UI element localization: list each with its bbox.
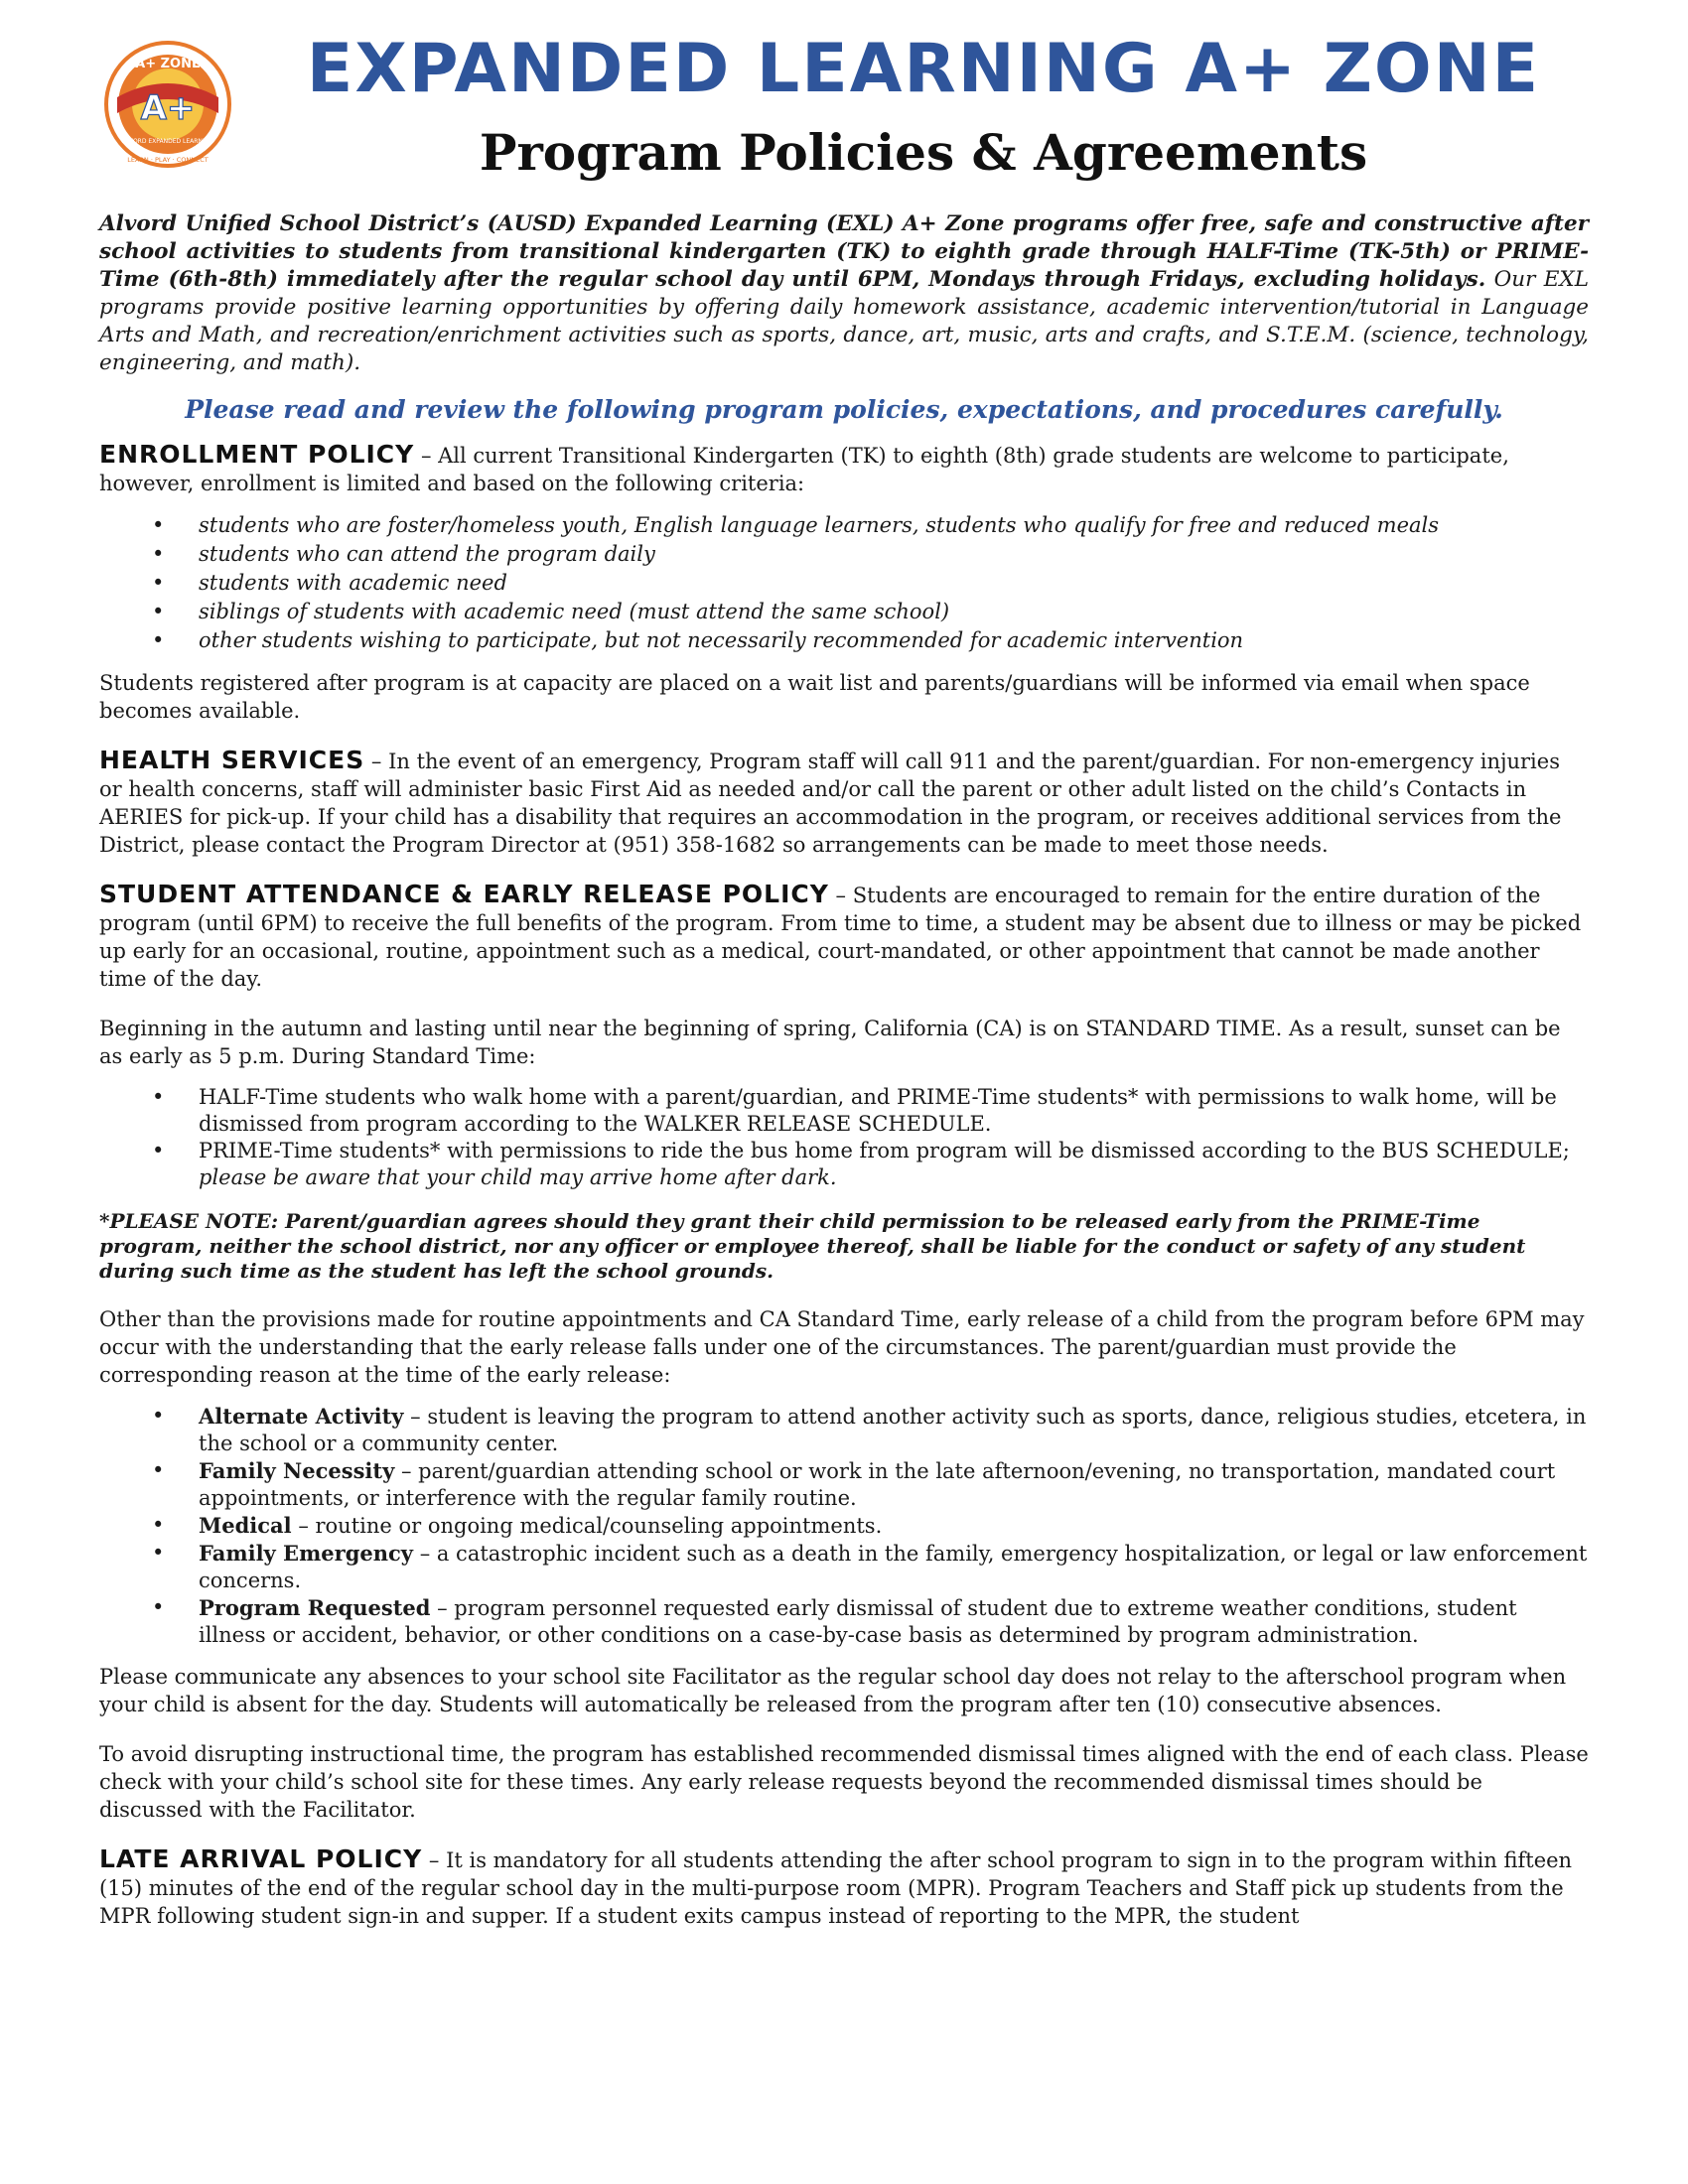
reason-desc: – routine or ongoing medical/counseling appointments.	[291, 1514, 883, 1538]
list-item: • siblings of students with academic need (must attend the same school)	[199, 598, 1589, 626]
health-paragraph	[99, 747, 1589, 859]
intro-bold-text: Alvord Unified School District’s (AUSD) Expanded Learning (EXL) A+ Zone programs offer free, safe and constructive after school activities to students from transitional kindergarten (TK) to eighth grade through HALF-Time (TK-5th) or PRIME-Time (6th-8th) immediately after the regular school day until 6PM, Mondays through Fridays, excluding holidays.	[99, 211, 1589, 292]
health-heading: HEALTH SERVICES	[99, 746, 365, 774]
attendance-paragraph	[99, 881, 1589, 993]
page-subtitle: Program Policies & Agreements	[479, 123, 1368, 182]
reason-desc: – parent/guardian attending school or work in the late afternoon/evening, no transportation, mandated court appointments, or interference with the regular family routine.	[199, 1459, 1556, 1510]
reason-term: Alternate Activity	[199, 1404, 404, 1429]
document-body	[99, 210, 1589, 1930]
logo-center-text: A+	[140, 88, 196, 128]
please-note-paragraph: *PLEASE NOTE: Parent/guardian agrees should they grant their child permission to be released early from the PRIME-Time program, neither the school district, nor any officer or employee thereof, shall be liable for the conduct or safety of any student during such time as the student has left the school grounds.	[99, 1209, 1526, 1283]
enrollment-criteria-list	[99, 511, 1589, 655]
health-text: – In the event of an emergency, Program staff will call 911 and the parent/guardian. For non-emergency injuries or health concerns, staff will administer basic First Aid as needed and/or call the parent or other adult listed on the child’s Contacts in AERIES for pick-up. If your child has a disability that requires an accommodation in the program, or receives additional services from the District, please contact the Program Director at (951) 358-1682 so arrangements can be made to meet those needs.	[99, 750, 1562, 857]
reason-term: Family Necessity	[199, 1458, 395, 1483]
late-arrival-section	[99, 1845, 1589, 1930]
list-item: • other students wishing to participate, but not necessarily recommended for academic intervention	[199, 626, 1589, 655]
attendance-section	[99, 881, 1589, 1824]
list-item	[199, 1403, 1589, 1457]
attendance-text: – Students are encouraged to remain for the entire duration of the program (until 6PM) to receive the full benefits of the program. From time to time, a student may be absent due to illness or may be picked up early for an occasional, routine, appointment such as a medical, court-mandated, or other appointment that cannot be made another time of the day.	[99, 884, 1582, 991]
bus-schedule-text: PRIME-Time students* with permissions to ride the bus home from program will be dismissed according to the BUS SCHEDULE;	[199, 1139, 1570, 1162]
waitlist-paragraph: Students registered after program is at capacity are placed on a wait list and parents/guardians will be informed via email when space becomes available.	[99, 671, 1530, 723]
logo-top-text: A+ ZONE	[135, 57, 201, 71]
a-plus-zone-logo	[103, 40, 232, 169]
reason-desc: – student is leaving the program to attend another activity such as sports, dance, religious studies, etcetera, in the school or a community center.	[199, 1405, 1587, 1455]
other-provisions-paragraph: Other than the provisions made for routine appointments and CA Standard Time, early release of a child from the program before 6PM may occur with the understanding that the early release falls under one of the circumstances. The parent/guardian must provide the corresponding reason at the time of the early release:	[99, 1307, 1585, 1387]
list-item	[199, 1594, 1589, 1649]
standard-time-list	[99, 1084, 1589, 1191]
list-item	[199, 1512, 1589, 1540]
early-release-reasons-list	[99, 1403, 1589, 1649]
list-item	[199, 1457, 1589, 1512]
enrollment-paragraph	[99, 441, 1589, 497]
late-arrival-paragraph	[99, 1845, 1589, 1930]
list-item: • students with academic need	[199, 569, 1589, 598]
logo-bottom-text: LEARN · PLAY · CONNECT	[127, 156, 209, 164]
page-title: EXPANDED LEARNING A+ ZONE	[306, 30, 1541, 108]
list-item: • HALF-Time students who walk home with a parent/guardian, and PRIME-Time students* with permissions to walk home, will be dismissed from program according to the WALKER RELEASE SCHEDULE.	[199, 1084, 1589, 1138]
reason-desc: – a catastrophic incident such as a death in the family, emergency hospitalization, or legal or law enforcement concerns.	[199, 1542, 1588, 1592]
reason-term: Family Emergency	[199, 1541, 414, 1566]
enrollment-heading: ENROLLMENT POLICY	[99, 440, 415, 469]
enrollment-section	[99, 441, 1589, 725]
list-item	[199, 1540, 1589, 1594]
list-item	[199, 1138, 1589, 1191]
list-item: • students who can attend the program daily	[199, 540, 1589, 569]
please-read-banner: Please read and review the following program policies, expectations, and procedures carefully.	[185, 395, 1503, 424]
list-item: • students who are foster/homeless youth, English language learners, students who qualify for free and reduced meals	[199, 511, 1589, 540]
late-arrival-text: – It is mandatory for all students attending the after school program to sign in to the program within fifteen (15) minutes of the end of the regular school day in the multi-purpose room (MPR). Program Teachers and Staff pick up students from the MPR following student sign-in and supper. If a student exits campus instead of reporting to the MPR, the student	[99, 1848, 1573, 1928]
late-arrival-heading: LATE ARRIVAL POLICY	[99, 1844, 423, 1873]
after-dark-text: please be aware that your child may arrive home after dark.	[199, 1165, 837, 1189]
reason-term: Medical	[199, 1513, 292, 1538]
standard-time-paragraph: Beginning in the autumn and lasting until near the beginning of spring, California (CA) is on STANDARD TIME. As a result, sunset can be as early as 5 p.m. During Standard Time:	[99, 1017, 1561, 1068]
intro-italic-text: Our EXL programs provide positive learning opportunities by offering daily homework assistance, academic intervention/tutorial in Language Arts and Math, and recreation/enrichment activities such as sports, dance, art, music, arts and crafts, and S.T.E.M. (science, technology, engineering, and math).	[99, 267, 1589, 375]
reason-term: Program Requested	[199, 1595, 431, 1620]
logo-ring-text: ALVORD EXPANDED LEARNING	[122, 138, 213, 145]
logo-badge-icon	[103, 40, 232, 169]
health-section	[99, 747, 1589, 859]
communicate-absences-paragraph: Please communicate any absences to your school site Facilitator as the regular school day does not relay to the afterschool program when your child is absent for the day. Students will automatically be released from the program after ten (10) consecutive absences.	[99, 1665, 1567, 1716]
enrollment-text: – All current Transitional Kindergarten (TK) to eighth (8th) grade students are welcome to participate, however, enrollment is limited and based on the following criteria:	[99, 444, 1509, 495]
reason-desc: – program personnel requested early dismissal of student due to extreme weather conditions, student illness or accident, behavior, or other conditions on a case-by-case basis as determined by program administration.	[199, 1596, 1517, 1647]
attendance-heading: STUDENT ATTENDANCE & EARLY RELEASE POLICY	[99, 880, 829, 908]
dismissal-times-paragraph: To avoid disrupting instructional time, the program has established recommended dismissal times aligned with the end of each class. Please check with your child’s school site for these times. Any early release requests beyond the recommended dismissal times should be discussed with the Facilitator.	[99, 1742, 1589, 1822]
intro-paragraph	[99, 210, 1589, 377]
